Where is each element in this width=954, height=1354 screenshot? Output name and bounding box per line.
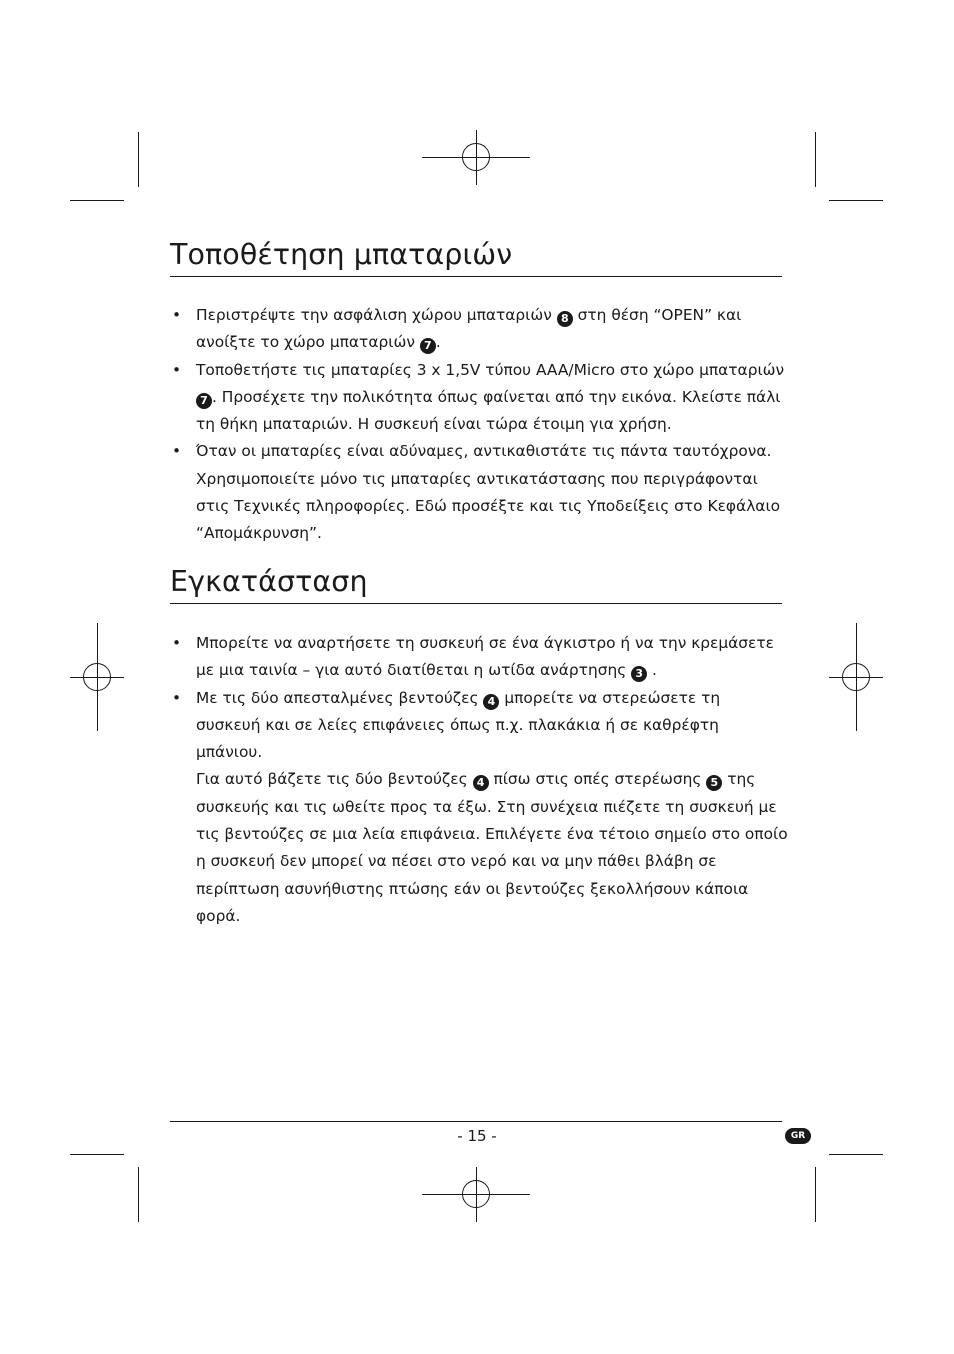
list-item — [170, 685, 788, 931]
crop-mark — [815, 1167, 816, 1222]
footer-rule — [170, 1121, 782, 1122]
part-number-badge: 4 — [473, 775, 489, 791]
crop-mark — [138, 132, 139, 187]
list-item-text: στη θέση “OPEN” και ανοίξτε το χώρο μπαταριών — [196, 306, 742, 352]
bullet-dot: • — [172, 360, 182, 379]
crop-mark — [70, 1154, 124, 1155]
bullet-dot: • — [172, 688, 182, 707]
part-number-badge: 7 — [420, 338, 436, 354]
crop-mark — [829, 200, 883, 201]
battery-instructions-list — [170, 302, 788, 548]
bullet-dot: • — [172, 306, 182, 324]
list-item-text: μπορείτε να στερεώσετε τη συσκευή και σε λείες επιφάνειες όπως π.χ. πλακάκια ή σε καθρέφτη μπάνιου. — [196, 688, 721, 762]
bullet-dot: • — [172, 442, 182, 461]
list-item-text: . — [647, 661, 657, 680]
list-item-text: Όταν οι μπαταρίες είναι αδύναμες, αντικαθιστάτε τις πάντα ταυτόχρονα. Χρησιμοποιείτε μόνο τις μπαταρίες αντικατάστασης που περιγράφονται στις Τεχνικές πληροφορίες. Εδώ προσέξτε και τις Υποδείξεις στο Κεφάλαιο “Απομάκρυνση”. — [196, 442, 781, 543]
part-number-badge: 4 — [483, 694, 499, 710]
language-badge: GR — [785, 1128, 811, 1144]
registration-circle — [462, 1180, 490, 1208]
part-number-badge: 7 — [196, 393, 212, 409]
bullet-dot: • — [172, 634, 182, 652]
list-item-text: Με τις δύο απεσταλμένες βεντούζες — [196, 688, 484, 707]
crop-mark — [815, 132, 816, 187]
list-item-text: Περιστρέψτε την ασφάλιση χώρου μπαταριών — [196, 306, 557, 324]
registration-circle — [842, 663, 870, 691]
part-number-badge: 8 — [557, 311, 573, 327]
crop-mark — [138, 1167, 139, 1222]
crop-mark — [70, 200, 124, 201]
list-item — [170, 302, 788, 357]
list-item — [170, 438, 788, 547]
list-item-text: της συσκευής και τις ωθείτε προς τα έξω. Στη συνέχεια πιέζετε τη συσκευή με τις βεντούζες σε μια λεία επιφάνεια. Επιλέγετε ένα τέτοιο σημείο στο οποίο η συσκευή δεν μπορεί να πέσει στο νερό και να μην πάθει βλάβη σε περίπτωση ασυνήθιστης πτώσης εάν οι βεντούζες ξεκολλήσουν κάποια φορά. — [196, 770, 788, 925]
registration-circle — [83, 663, 111, 691]
list-item — [170, 357, 788, 439]
list-item-text: Για αυτό βάζετε τις δύο βεντούζες — [196, 770, 473, 789]
list-item-text: πίσω στις οπές στερέωσης — [488, 770, 707, 789]
registration-circle — [462, 143, 490, 171]
list-item-text: Τοποθετήστε τις μπαταρίες 3 x 1,5V τύπου AAA/Micro στο χώρο μπαταριών — [196, 360, 785, 379]
list-item-text: . — [435, 333, 441, 352]
page-number: - 15 - — [457, 1127, 497, 1145]
list-item — [170, 630, 788, 685]
part-number-badge: 5 — [706, 775, 722, 791]
part-number-badge: 3 — [631, 666, 647, 682]
section-title-installation: Εγκατάσταση — [170, 565, 782, 604]
section-title-batteries: Τοποθέτηση μπαταριών — [170, 238, 782, 277]
crop-mark — [829, 1154, 883, 1155]
list-item-text: Μπορείτε να αναρτήσετε τη συσκευή σε ένα άγκιστρο ή να την κρεμάσετε με μια ταινία – για αυτό διατίθεται η ωτίδα ανάρτησης — [196, 634, 774, 680]
list-item-text: . Προσέχετε την πολικότητα όπως φαίνεται από την εικόνα. Κλείστε πάλι τη θήκη μπαταριών. Η συσκευή είναι τώρα έτοιμη για χρήση. — [196, 387, 781, 434]
installation-instructions-list — [170, 630, 788, 930]
